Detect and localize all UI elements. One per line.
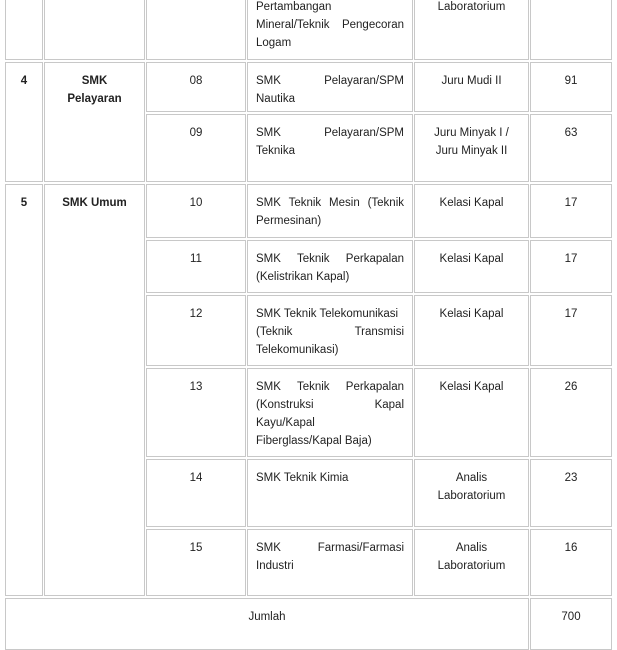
group-no-cell [5, 62, 43, 182]
school-name-line: SMK Umum [62, 197, 127, 209]
code-cell [146, 368, 246, 457]
code-cell [146, 114, 246, 182]
total-label-cell [5, 598, 529, 650]
job-cell [414, 529, 529, 596]
school-name-line: Pelayaran [67, 93, 122, 105]
program-line: SMK Teknik Mesin (Teknik [256, 197, 404, 209]
group-no-cell [5, 184, 43, 596]
job-cell [414, 240, 529, 293]
total-value: 700 [561, 611, 581, 623]
program-code: 12 [189, 308, 203, 320]
count-value: 16 [564, 542, 578, 554]
count-value: 17 [564, 197, 578, 209]
job-cell [414, 295, 529, 366]
job-line: Analis [455, 472, 488, 484]
count-value: 23 [564, 472, 578, 484]
job-line: Juru Mudi II [441, 75, 502, 87]
job-line: Laboratorium [437, 560, 506, 572]
program-line: Mineral/Teknik Pengecoran [256, 19, 404, 31]
top-count-cell [530, 0, 612, 60]
top-program-cell [247, 0, 413, 60]
count-value: 17 [564, 253, 578, 265]
job-cell [414, 62, 529, 112]
program-line: Fiberglass/Kapal Baja) [256, 435, 372, 447]
top-job-cell [414, 0, 529, 60]
job-line: Kelasi Kapal [439, 197, 504, 209]
program-cell [247, 529, 413, 596]
code-cell [146, 62, 246, 112]
group-number: 4 [20, 75, 28, 87]
program-code: 13 [189, 381, 203, 393]
job-cell [414, 459, 529, 527]
job-line: Laboratorium [437, 1, 506, 13]
count-cell [530, 295, 612, 366]
program-cell [247, 240, 413, 293]
code-cell [146, 459, 246, 527]
job-cell [414, 184, 529, 238]
program-code: 09 [189, 127, 203, 139]
count-cell [530, 62, 612, 112]
program-line: SMK Teknik Telekomunikasi [256, 308, 399, 320]
top-code-cell [146, 0, 246, 60]
program-line: Telekomunikasi) [256, 344, 339, 356]
top-no-cell [5, 0, 43, 60]
program-line: (Kelistrikan Kapal) [256, 271, 350, 283]
group-number: 5 [20, 197, 28, 209]
program-line: (Konstruksi Kapal [256, 399, 404, 411]
job-line: Kelasi Kapal [439, 253, 504, 265]
program-line: Pertambangan [256, 1, 332, 13]
program-code: 10 [189, 197, 203, 209]
program-cell [247, 459, 413, 527]
program-line: Logam [256, 37, 292, 49]
job-line: Juru Minyak II [435, 145, 508, 157]
program-line: SMK Teknik Kimia [256, 472, 349, 484]
program-line: SMK Pelayaran/SPM Nautika [256, 75, 404, 105]
program-cell [247, 62, 413, 112]
program-line: Kayu/Kapal [256, 417, 315, 429]
job-line: Juru Minyak I / [434, 127, 509, 139]
program-code: 11 [190, 253, 202, 265]
count-value: 91 [564, 75, 578, 87]
total-value-cell [530, 598, 612, 650]
top-school-cell [44, 0, 145, 60]
program-code: 15 [189, 542, 203, 554]
count-cell [530, 459, 612, 527]
job-line: Laboratorium [437, 490, 506, 502]
program-line: SMK Teknik Perkapalan [256, 381, 404, 393]
count-cell [530, 114, 612, 182]
job-line: Kelasi Kapal [439, 308, 504, 320]
job-line: Kelasi Kapal [439, 381, 504, 393]
program-code: 14 [189, 472, 203, 484]
job-line: Analis [455, 542, 488, 554]
code-cell [146, 529, 246, 596]
program-line: SMK Teknik Perkapalan [256, 253, 404, 265]
count-value: 63 [564, 127, 578, 139]
program-cell [247, 295, 413, 366]
program-line: SMK Farmasi/Farmasi [256, 542, 404, 554]
code-cell [146, 240, 246, 293]
job-cell [414, 368, 529, 457]
school-name-line: SMK [81, 75, 108, 87]
program-line: Industri [256, 560, 294, 572]
count-cell [530, 368, 612, 457]
code-cell [146, 184, 246, 238]
count-value: 26 [564, 381, 578, 393]
total-label: Jumlah [248, 611, 286, 623]
group-school-cell [44, 62, 145, 182]
program-cell [247, 114, 413, 182]
count-cell [530, 240, 612, 293]
group-school-cell [44, 184, 145, 596]
program-line: SMK Pelayaran/SPM Teknika [256, 127, 404, 157]
job-cell [414, 114, 529, 182]
program-cell [247, 184, 413, 238]
count-value: 17 [564, 308, 578, 320]
program-line: (Teknik Transmisi [256, 326, 404, 338]
program-line: Permesinan) [256, 215, 322, 227]
program-cell [247, 368, 413, 457]
count-cell [530, 529, 612, 596]
program-code: 08 [189, 75, 203, 87]
count-cell [530, 184, 612, 238]
code-cell [146, 295, 246, 366]
